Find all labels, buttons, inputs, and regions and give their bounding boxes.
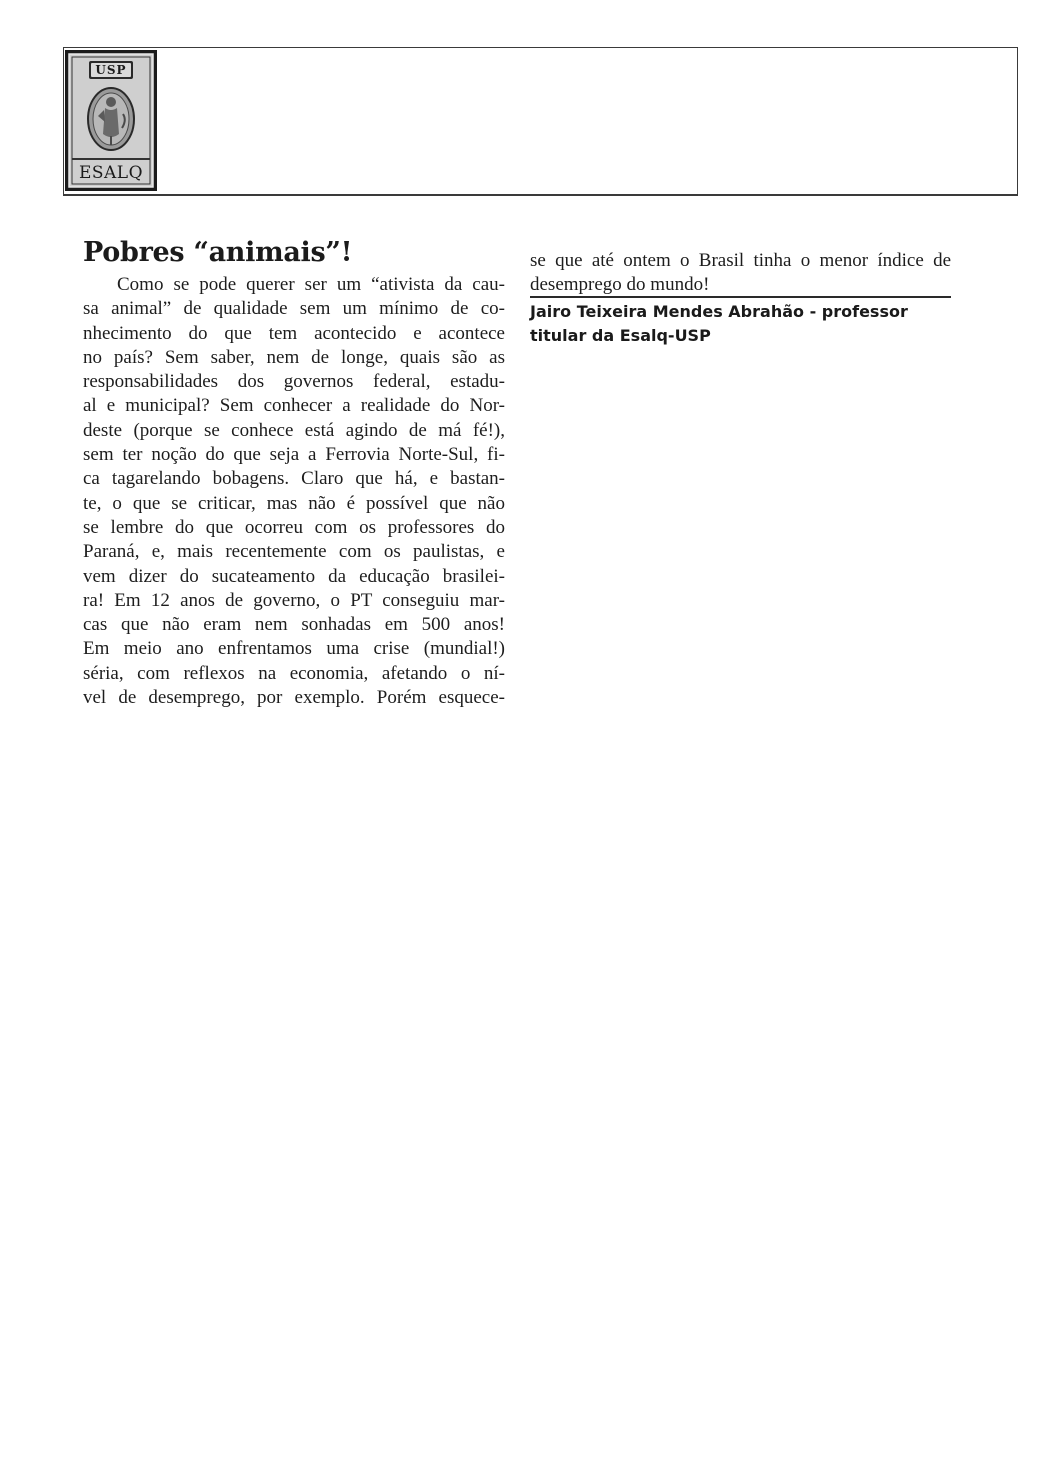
body-line: al e municipal? Sem conhecer a realidade do Nor- bbox=[83, 395, 505, 417]
article-column-2 bbox=[530, 249, 951, 298]
body-line: vem dizer do sucateamento da educação brasilei- bbox=[83, 565, 505, 587]
body-line: te, o que se criticar, mas não é possível que não bbox=[83, 492, 505, 514]
body-line: séria, com reflexos na economia, afetando o ní- bbox=[83, 662, 505, 684]
body-line: Em meio ano enfrentamos uma crise (mundial!) bbox=[83, 638, 505, 660]
body-line: ra! Em 12 anos de governo, o PT conseguiu mar- bbox=[83, 589, 505, 611]
usp-esalq-logo bbox=[65, 50, 157, 191]
author-divider bbox=[530, 296, 951, 298]
body-line: vel de desemprego, por exemplo. Porém esquece- bbox=[83, 687, 505, 709]
author-line: Jairo Teixeira Mendes Abrahão - professor bbox=[530, 302, 908, 321]
header-box bbox=[63, 47, 1018, 195]
body-line: cas que não eram nem sonhadas em 500 anos! bbox=[83, 614, 505, 636]
logo-bottom-text: ESALQ bbox=[78, 163, 144, 183]
author-line: titular da Esalq-USP bbox=[530, 326, 711, 345]
body-line: no país? Sem saber, nem de longe, quais são as bbox=[83, 346, 505, 368]
logo-top-text: USP bbox=[95, 63, 127, 77]
article-title: Pobres “animais”! bbox=[83, 237, 353, 268]
body-line: se que até ontem o Brasil tinha o menor índice de bbox=[530, 250, 951, 271]
body-line: deste (porque se conhece está agindo de má fé!), bbox=[83, 419, 505, 441]
body-line: responsabilidades dos governos federal, estadu- bbox=[83, 371, 505, 393]
author-signature bbox=[530, 300, 951, 348]
header-rule bbox=[63, 195, 1018, 196]
body-line: Como se pode querer ser um “ativista da cau- bbox=[117, 274, 505, 295]
body-line: sa animal” de qualidade sem um mínimo de co- bbox=[83, 298, 505, 320]
article-column-1 bbox=[83, 273, 505, 710]
body-line: Paraná, e, mais recentemente com os paulistas, e bbox=[83, 541, 505, 563]
body-line: ca tagarelando bobagens. Claro que há, e bastan- bbox=[83, 468, 505, 490]
body-line: se lembre do que ocorreu com os professores do bbox=[83, 516, 505, 538]
body-line: sem ter noção do que seja a Ferrovia Norte-Sul, fi- bbox=[83, 444, 505, 466]
body-line: nhecimento do que tem acontecido e acontece bbox=[83, 322, 505, 344]
body-line: desemprego do mundo! bbox=[530, 274, 710, 296]
